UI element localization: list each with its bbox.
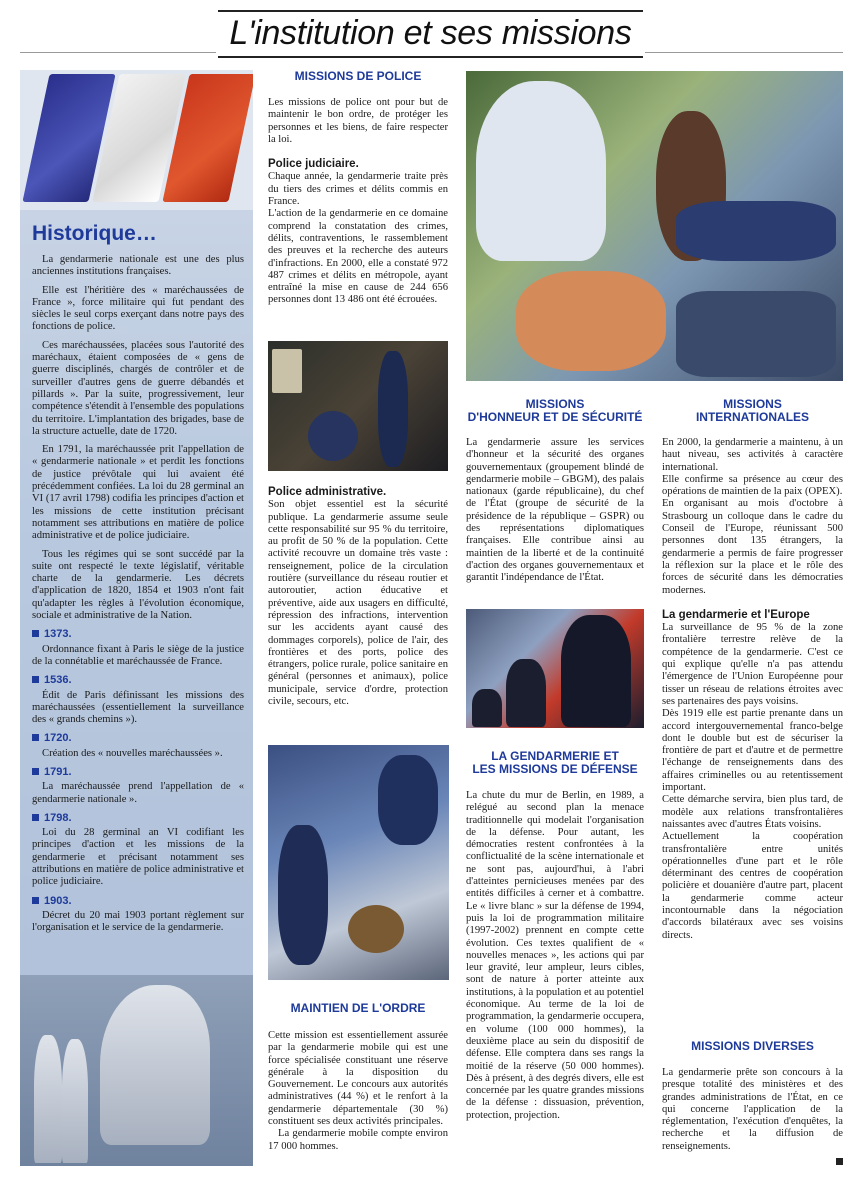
defense-heading-line2: LES MISSIONS DE DÉFENSE (472, 762, 638, 776)
date-label: 1373. (32, 628, 244, 640)
historique-paragraph: Ces maréchaussées, placées sous l'autorité des maréchaux, étaient composées de « gens de guerre disciplinés, chargés de contrôler et de surveiller d'autres gens de guerre débandés et pillards ». Par la suite, progressivement, leur compétence s'étendit à l'ensemble des populations du territoire. L'implantation des brigades, base de la structure actuelle, date de 1720. (32, 339, 244, 437)
date-text: Décret du 20 mai 1903 portant règlement sur l'organisation et le service de la gendarmerie. (32, 909, 244, 934)
gendarmes-children-photo (466, 71, 843, 381)
square-bullet-icon (32, 734, 39, 741)
historique-text (32, 254, 244, 941)
photo-figure (561, 615, 631, 727)
date-text: Édit de Paris définissant les missions des maréchaussées (essentiellement la surveillance des « grands chemins »). (32, 689, 244, 726)
ordre-block (268, 1030, 448, 1153)
internationales-heading-line1: MISSIONS (723, 397, 782, 411)
honneur-heading-line1: MISSIONS (525, 397, 585, 411)
internationales-heading (662, 398, 843, 424)
historique-paragraph: Elle est l'héritière des « maréchaussées de France », force militaire qui fut pendant des siècles le seul corps exerçant dans notre pays des fonctions de police. (32, 284, 244, 333)
internationales-text: En organisant au mois d'octobre à Strasbourg un colloque dans le cadre du Conseil de l'Europe, réunissant 500 personnes dont 135 étrangers, la gendarmerie a permis de faire progresser la réflexion sur la place et le rôle des forces de sécurité dans les démocraties modernes. (662, 498, 843, 596)
europe-text: Dès 1919 elle est partie prenante dans un accord intergouvernemental franco-belge dont le double but est de sécuriser la frontière de part et d'autre et de permettre l'échange de renseignements dans des affaires criminelles ou au retentissement important. (662, 708, 843, 794)
square-bullet-icon (32, 814, 39, 821)
historique-paragraph: La gendarmerie nationale est une des plus anciennes institutions françaises. (32, 254, 244, 278)
internationales-text: En 2000, la gendarmerie a maintenu, à un haut niveau, ses activités à caractère international. (662, 437, 843, 473)
internationales-heading-line2: INTERNATIONALES (695, 410, 810, 424)
photo-figure (378, 755, 438, 845)
honneur-heading-line2: D'HONNEUR ET DE SÉCURITÉ (467, 410, 643, 424)
police-intro-block (268, 97, 448, 307)
defense-heading (466, 750, 644, 776)
photo-sign (272, 349, 302, 393)
police-judiciaire-text: L'action de la gendarmerie en ce domaine comprend la constatation des crimes, délits, contraventions, le rassemblement des preuves et la recherche des auteurs d'infractions. En 2000, elle a constaté 972 487 crimes et délits en métropole, ayant entraîné la mise en cause de 244 656 personnes dont 13 486 ont été écrouées. (268, 208, 448, 306)
internationales-text: Elle confirme sa présence au cœur des opérations de maintien de la paix (OPEX). (662, 473, 843, 498)
photo-figure (472, 689, 502, 727)
date-label: 1903. (32, 895, 244, 907)
diverses-text: La gendarmerie prête son concours à la presque totalité des ministères et des grandes administrations de l'État, en ce qui concerne l'application de la réglementation, l'exécution d'enquêtes, la recherche et la diffusion de renseignements. (662, 1067, 843, 1152)
historique-sidebar (20, 70, 253, 1166)
europe-text: Actuellement la coopération transfrontalière entre unités opérationnelles d'une part et le rôle déterminant des centres de coopération policière et douanière d'autre part, placent la gendarmerie comme acteur incontournable dans la négociation d'accords bilatéraux avec ses voisins directs. (662, 831, 843, 941)
ordre-text: Cette mission est essentiellement assurée par la gendarmerie mobile qui est une force spécialisée constituant une réserve générale à la disposition du Gouvernement. Le concours aux autorités administratives (44 %) et le renfort à la gendarmerie départementale (30 %) constituent ses deux activités principales. (268, 1030, 448, 1128)
photo-figure (506, 659, 546, 727)
defense-text: La chute du mur de Berlin, en 1989, a relégué au second plan la menace traditionnelle qui modelait l'organisation de la défense. Pour autant, les démocraties restent confrontées à la conflictualité de la scène internationale et ne sont pas, aujourd'hui, à l'abri d'atteintes pernicieuses menées par des entités difficiles à cerner et à combattre. Le « livre blanc » sur la défense de 1994, puis la loi de programmation militaire (1997-2002) prennent en compte cette évolution. Ces textes qualifient de « nouvelles menaces », les actions qui par leur gravité, leur ampleur, leurs cibles, sont de nature à porter atteinte aux institutions, à la population et au potentiel économique. Au terme de la loi de programmation, la gendarmerie occupera, en volume (100 000 hommes), la deuxième place au sein du dispositif de défense. Elle comptera dans ses rangs la moitié de la réserve (50 000 hommes). Dès à présent, à des degrés divers, elle est concernée par les quatre grandes missions de la défense : dissuasion, prévention, protection, projection. (466, 790, 645, 1121)
end-of-article-mark (836, 1158, 843, 1165)
date-text: Création des « nouvelles maréchaussées ». (42, 747, 223, 759)
date-text: Ordonnance fixant à Paris le siège de la justice de la connétablie et maréchaussée de France. (32, 643, 244, 667)
photo-figure (278, 825, 328, 965)
french-flag-image (20, 70, 253, 210)
photo-figure (308, 411, 358, 461)
internationales-block (662, 437, 843, 942)
statue-figure (62, 1039, 88, 1163)
title-rule-right (645, 52, 843, 53)
photo-children (516, 271, 666, 371)
square-bullet-icon (32, 630, 39, 637)
police-admin-heading: Police administrative. (268, 486, 387, 498)
photo-figure (476, 81, 606, 261)
europe-heading: La gendarmerie et l'Europe (662, 608, 810, 621)
photo-car (676, 201, 836, 261)
photo-figure (378, 351, 408, 467)
defense-heading-line1: LA GENDARMERIE ET (491, 749, 619, 763)
diverses-block (662, 1067, 843, 1153)
photo-crowd (676, 291, 836, 377)
defense-block (466, 790, 644, 1122)
police-admin-text: Son objet essentiel est la sécurité publique. La gendarmerie assume seule cette responsabilité sur 95 % du territoire, au profit de 50 % de la population. Cette activité recouvre un domaine très vaste : renseignement, police de la circulation routière (surveillance du réseau routier et autoroutier, action éducative et préventive, aide aux usagers en difficulté, répression des infractions, intervention sur les accidents ayant causé des dommages corporels), police de l'air, des frontières et des ports, police des étrangers, police rurale, police sanitaire en général (personnes et animaux), police municipale, service d'ordre, protection civile, secours, etc. (268, 499, 448, 708)
honneur-block (466, 437, 644, 585)
police-judiciaire-text: Chaque année, la gendarmerie traite près du tiers des crimes et délits commis en France. (268, 171, 448, 208)
ordre-text: La gendarmerie mobile compte environ 17 000 hommes. (268, 1128, 448, 1152)
police-admin-block (268, 486, 448, 708)
square-bullet-icon (32, 897, 39, 904)
diverses-heading: MISSIONS DIVERSES (691, 1039, 814, 1053)
date-label: 1791. (32, 766, 244, 778)
police-heading: MISSIONS DE POLICE (294, 69, 422, 83)
date-text: La maréchaussée prend l'appellation de « gendarmerie nationale ». (32, 781, 244, 805)
garde-republicaine-photo (466, 609, 644, 728)
page-title: L'institution et ses missions (218, 10, 643, 58)
ordre-heading: MAINTIEN DE L'ORDRE (290, 1001, 426, 1015)
police-intro: Les missions de police ont pour but de maintenir le bon ordre, de protéger les personnes et les biens, de faire respecter la loi. (268, 97, 448, 145)
date-text: Loi du 28 germinal an VI codifiant les principes d'action et les missions de la gendarmerie et précisant notamment ses attributions en matière de police administrative et police judiciaire. (32, 827, 244, 888)
photo-dog (348, 905, 404, 953)
gendarme-photo (268, 341, 448, 471)
historique-paragraph: En 1791, la maréchaussée prit l'appellation de « gendarmerie nationale » et perdit les fonctions de justice prévôtale qui lui avaient été précédemment confiées. La loi du 28 germinal an VI (17 avril 1798) codifia les principes d'action et les missions de cette institution précisant notamment ses attributions en matière de police administrative et de police judiciaire. (32, 444, 244, 542)
police-judiciaire-heading: Police judiciaire. (268, 158, 359, 171)
statue-figure (34, 1035, 62, 1163)
title-rule-left (20, 52, 216, 53)
maintien-ordre-photo (268, 745, 449, 980)
date-label: 1536. (32, 674, 244, 686)
historique-title: Historique… (32, 222, 157, 245)
statues-image (20, 975, 253, 1166)
date-label: 1720. (32, 732, 244, 744)
europe-text: Cette démarche servira, bien plus tard, de modèle aux relations transfrontalières naissantes avec d'autres États voisins. (662, 794, 843, 830)
square-bullet-icon (32, 676, 39, 683)
honneur-heading (466, 398, 644, 424)
equestrian-statue (100, 985, 210, 1145)
honneur-text: La gendarmerie assure les services d'honneur et la sécurité des organes gouvernementaux (groupement blindé de gendarmerie mobile – GBGM), des palais nationaux (garde républicaine), du chef de l'État (groupe de sécurité de la présidence de la république – GSPR) ou des représentations diplomatiques françaises. Elle contribue ainsi au maintien de la liberté et de la continuité d'action des organes gouvernementaux et garantit l'indépendance de l'État. (466, 437, 644, 584)
date-label: 1798. (32, 812, 244, 824)
historique-paragraph: Tous les régimes qui se sont succédé par la suite ont respecté le texte législatif, véritable charte de la gendarmerie. Les décrets d'application de 1820, 1854 et 1903 n'ont fait qu'adapter les règles à l'évolution économique, sociale et administrative de la Nation. (32, 548, 244, 622)
europe-text: La surveillance de 95 % de la zone frontalière terrestre relève de la compétence de la gendarmerie. C'est ce qui explique qu'elle n'a pas attendu l'émergence de l'Union Européenne pour tisser un réseau de relations étroites avec ses partenaires des pays voisins. (662, 622, 843, 707)
square-bullet-icon (32, 768, 39, 775)
